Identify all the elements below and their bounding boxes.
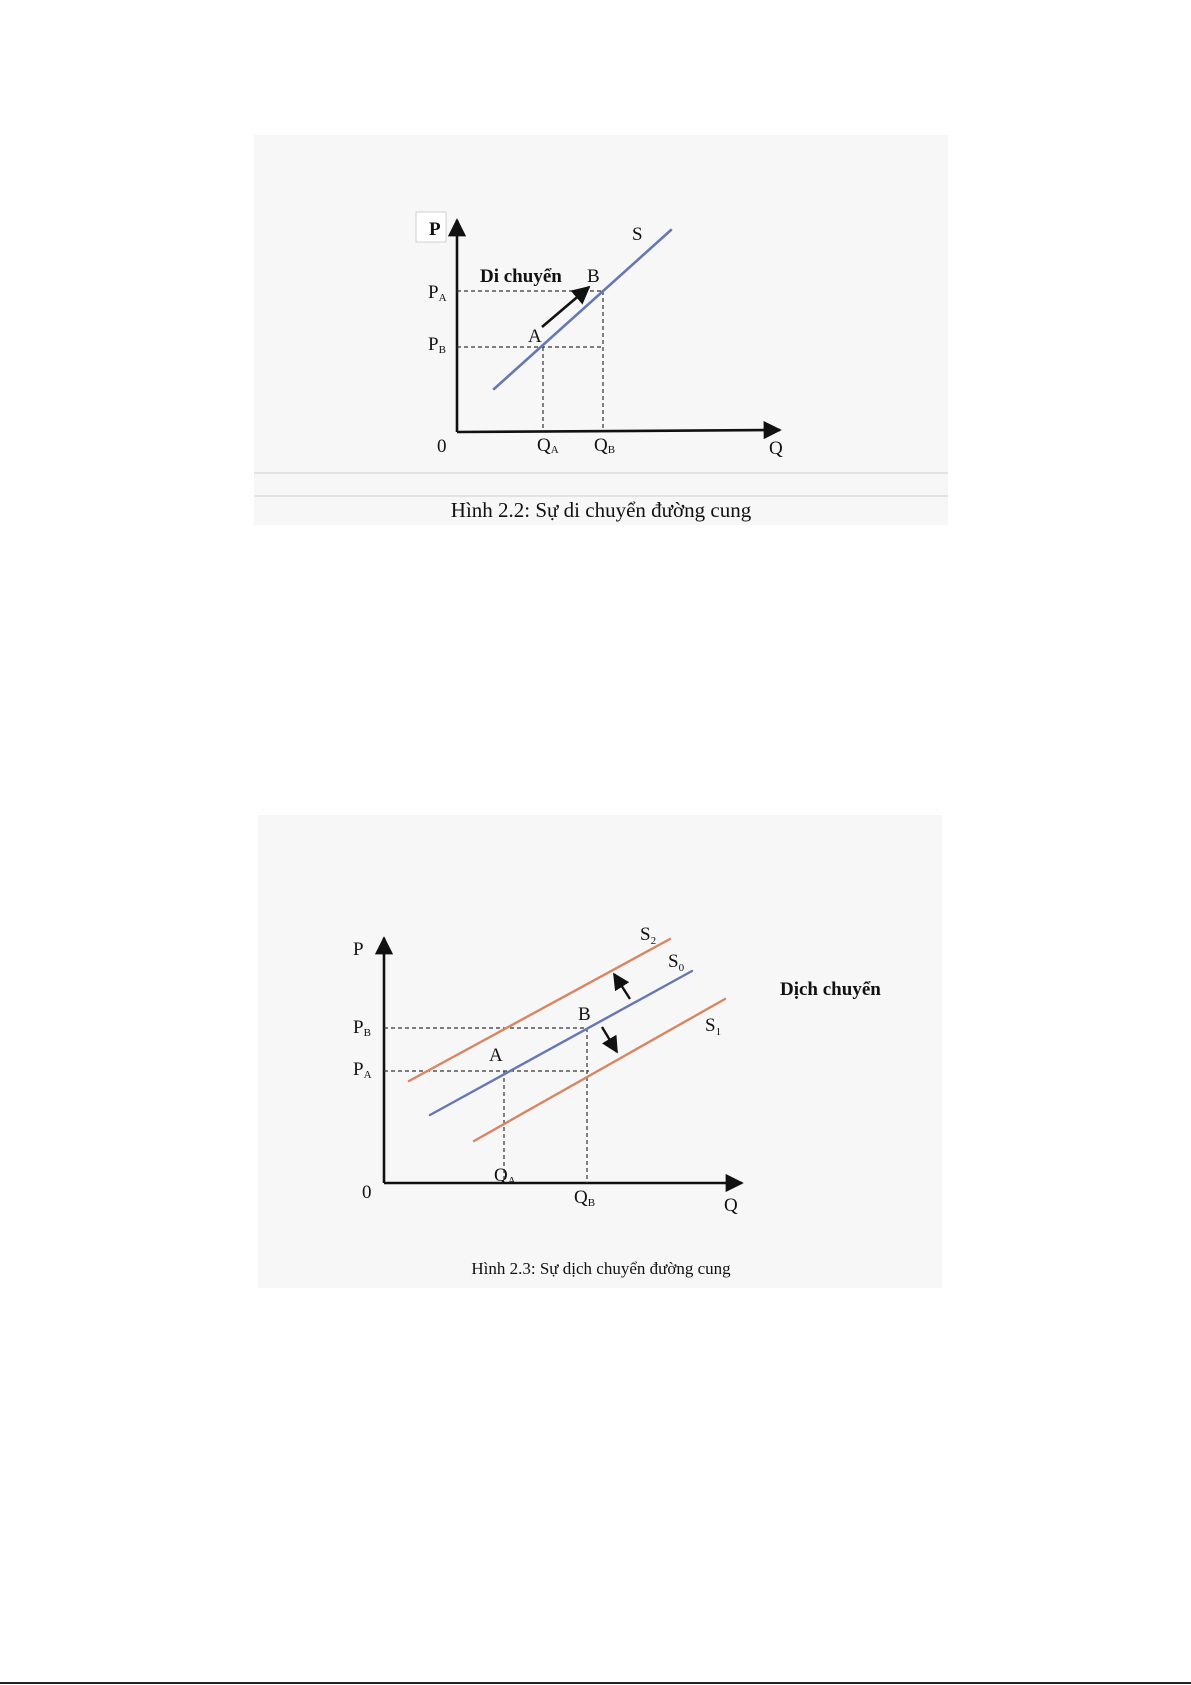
fig2-s0-main: S (668, 951, 679, 972)
fig1-point-b-label: B (587, 266, 600, 287)
fig2-tick-pb-sub: B (363, 1027, 371, 1039)
figure-2-2-caption: Hình 2.2: Sự di chuyển đường cung (450, 498, 752, 522)
fig1-point-a-label: A (528, 326, 542, 347)
fig2-tick-qb-sub: B (587, 1197, 596, 1209)
fig1-tick-qb-main: Q (594, 435, 608, 456)
fig1-tick-pa-main: P (428, 282, 439, 303)
fig2-point-a-label: A (489, 1045, 503, 1066)
fig1-annotation-di-chuyen: Di chuyển (480, 266, 562, 287)
fig2-s2-main: S (640, 924, 651, 945)
fig1-q-axis-label: Q (769, 438, 783, 459)
fig2-s0-sub: 0 (678, 962, 685, 974)
fig2-s1-main: S (705, 1015, 716, 1036)
fig1-p-axis-label: P (429, 219, 441, 240)
fig1-tick-pb-main: P (428, 334, 439, 355)
figure-2-3 (258, 815, 942, 1288)
fig2-tick-pb-main: P (353, 1017, 364, 1038)
fig1-tick-qa-main: Q (537, 435, 551, 456)
fig2-annotation-dich-chuyen: Dịch chuyển (780, 979, 881, 1000)
fig2-q-axis-label: Q (724, 1195, 738, 1216)
fig1-tick-qa-sub: A (550, 444, 559, 456)
fig1-tick-pa-sub: A (438, 292, 447, 304)
fig2-point-b-label: B (578, 1004, 591, 1025)
fig2-tick-pa-sub: A (363, 1069, 372, 1081)
fig2-tick-qa-sub: A (507, 1175, 516, 1187)
fig2-tick-qa-main: Q (494, 1165, 508, 1186)
fig2-tick-qb-main: Q (574, 1187, 588, 1208)
figure-2-3-caption: Hình 2.3: Sự dịch chuyển đường cung (471, 1259, 731, 1278)
figure-2-2-panel (254, 135, 948, 525)
fig2-tick-pa-main: P (353, 1059, 364, 1080)
fig2-s2-sub: 2 (650, 935, 657, 947)
fig1-origin-label: 0 (437, 436, 447, 457)
fig2-origin-label: 0 (362, 1182, 372, 1203)
figure-2-2 (254, 135, 948, 525)
fig2-s1-sub: 1 (715, 1026, 722, 1038)
fig2-p-axis-label: P (353, 939, 364, 960)
fig1-tick-qb-sub: B (607, 444, 616, 456)
fig1-tick-pb-sub: B (438, 344, 446, 356)
figure-2-3-panel (258, 815, 942, 1288)
page-footer-rule (0, 1682, 1191, 1684)
fig1-curve-s-label: S (632, 224, 643, 245)
